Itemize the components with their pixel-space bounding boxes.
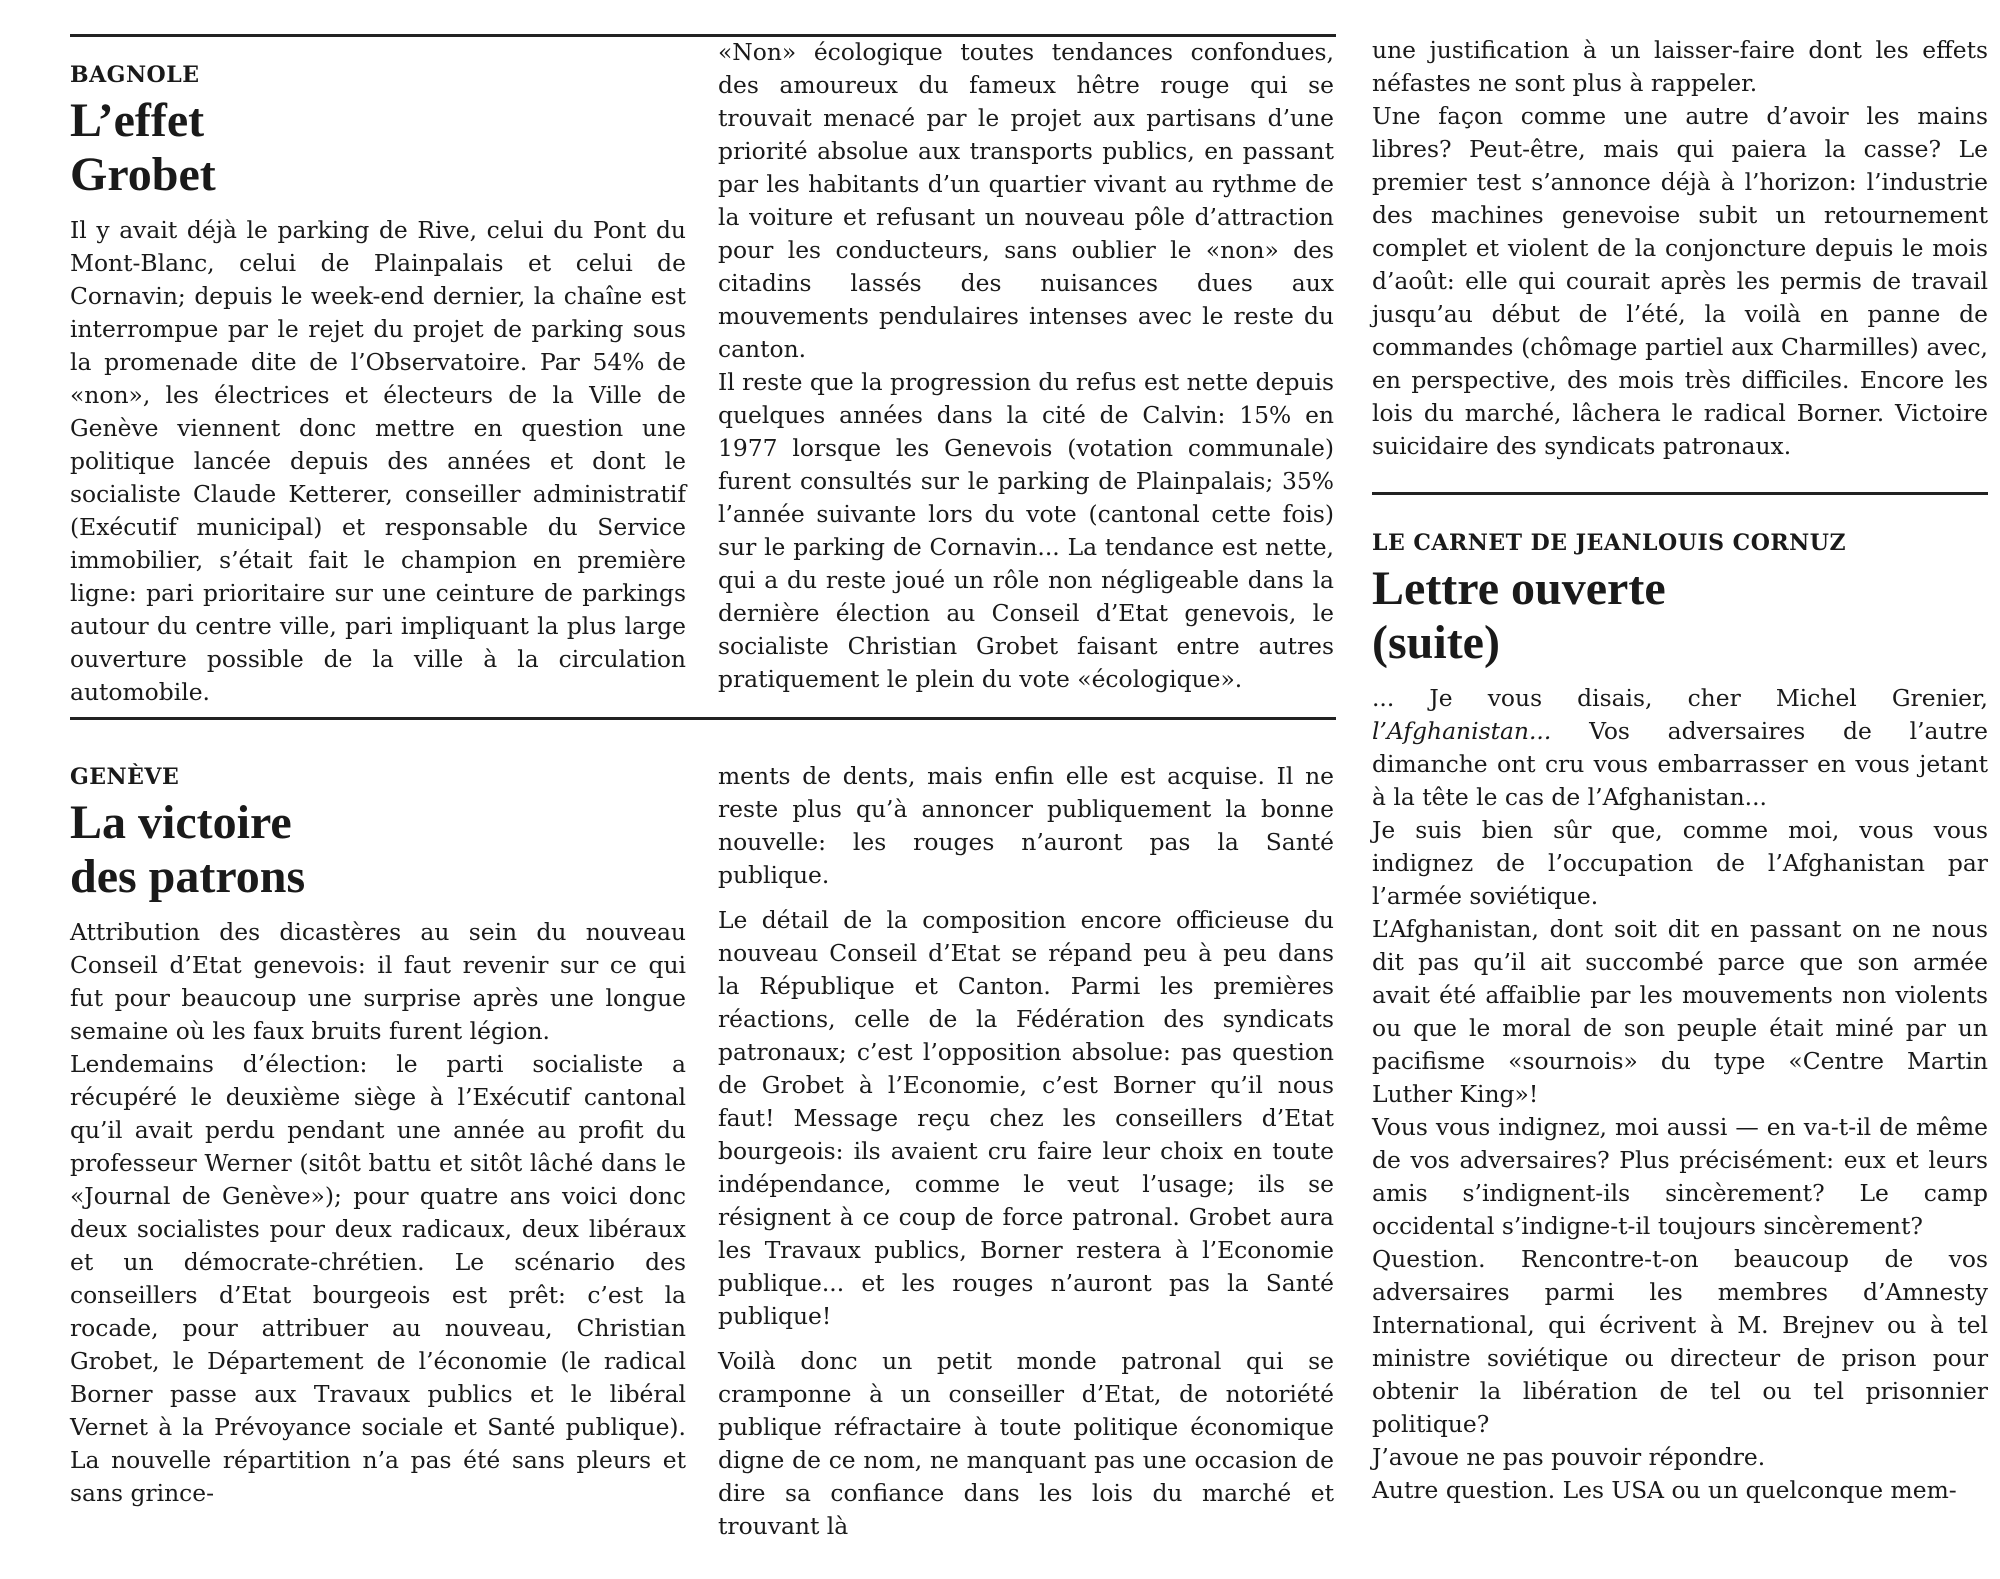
paragraph: Voilà donc un petit monde patronal qui se cramponne à un conseiller d’Etat, de notoriété publique réfractaire à toute politique économique digne de ce nom, ne manquant pas une occasion de dire sa confiance dans les lois du marché et trouvant là — [718, 1347, 1334, 1540]
paragraph: «Non» écologique toutes tendances confondues, des amoureux du fameux hêtre rouge qui se trouvait menacé par le projet aux partisans d’une priorité absolue aux transports publics, en passant par les habitants d’un quartier vivant au rythme de la voiture et refusant un nouveau pôle d’attraction pour les conducteurs, sans oublier le «non» des citadins lassés des nuisances dues aux mouvements pendulaires intenses avec le reste du canton. — [718, 38, 1334, 363]
paragraph: Le détail de la composition encore officieuse du nouveau Conseil d’Etat se répand peu à peu dans la République et Canton. Parmi les premières réactions, celle de la Fédération des syndicats patronaux; c’est l’opposition absolue: pas question de Grobet à l’Economie, c’est Borner qu’il nous faut! Message reçu chez les conseillers d’Etat bourgeois: ils avaient cru faire leur choix en toute indépendance, comme le veut l’usage; ils se résignent à ce coup de force patronal. Grobet aura les Travaux publics, Borner restera à l’Economie publique... et les rouges n’auront pas la Santé publique! — [718, 906, 1334, 1330]
paragraph: L’Afghanistan, dont soit dit en passant on ne nous dit pas qu’il ait succombé parce que son armée avait été affaiblie par les mouvements non violents ou que le moral de son peuple était miné par un pacifisme «sournois» du type «Centre Martin Luther King»! — [1372, 915, 1988, 1108]
headline-geneve — [70, 796, 686, 904]
paragraph: Attribution des dicastères au sein du nouveau Conseil d’Etat genevois: il faut revenir sur ce qui fut pour beaucoup une surprise après une longue semaine où les faux bruits furent légion. — [70, 918, 686, 1045]
article-geneve-col3 — [1372, 34, 1988, 463]
paragraph: Il y avait déjà le parking de Rive, celui du Pont du Mont-Blanc, celui de Plainpalais et celui de Cornavin; depuis le week-end dernier, la chaîne est interrompue par le rejet du projet de parking sous la promenade dite de l’Observatoire. Par 54% de «non», les électrices et électeurs de la Ville de Genève viennent donc mettre en question une politique lancée depuis des années et dont le socialiste Claude Ketterer, conseiller administratif (Exécutif municipal) et responsable du Service immobilier, s’était fait le champion en première ligne: pari prioritaire sur une ceinture de parkings autour du centre ville, pari impliquant la plus large ouverture possible de la ville à la circulation automobile. — [70, 216, 686, 706]
paragraph: Vous vous indignez, moi aussi — en va-t-il de même de vos adversaires? Plus précisément: eux et leurs amis s’indignent-ils sincèrement? Le camp occidental s’indigne-t-il toujours sincèrement? — [1372, 1113, 1988, 1240]
headline-geneve-line2: des patrons — [70, 850, 306, 903]
article-bagnole-col1 — [70, 62, 686, 709]
headline-carnet-line2: (suite) — [1372, 616, 1500, 669]
kicker-bagnole: BAGNOLE — [70, 62, 200, 88]
paragraph: une justification à un laisser-faire dont les effets néfastes ne sont plus à rappeler. — [1372, 36, 1988, 97]
article-carnet — [1372, 530, 1988, 1507]
paragraph-intro — [1372, 682, 1988, 814]
headline-bagnole — [70, 94, 686, 202]
paragraph: Une façon comme une autre d’avoir les mains libres? Peut-être, mais qui paiera la casse? Le premier test s’annonce déjà à l’horizon: l’industrie des machines genevoise subit un retournement complet et violent de la conjoncture depuis le mois d’août: elle qui courait après les permis de travail jusqu’au début de l’été, la voilà en panne de commandes (chômage partiel aux Charmilles) avec, en perspective, des mois très difficiles. Encore les lois du marché, lâchera le radical Borner. Victoire suicidaire des syndicats patronaux. — [1372, 102, 1988, 460]
paragraph: Lendemains d’élection: le parti socialiste a récupéré le deuxième siège à l’Exécutif cantonal qu’il avait perdu pendant une année au profit du professeur Werner (sitôt battu et sitôt lâché dans le «Journal de Genève»); pour quatre ans voici donc deux socialistes pour deux radicaux, deux libéraux et un démocrate-chrétien. Le scénario des conseillers d’Etat bourgeois est prêt: c’est la rocade, pour attribuer au nouveau, Christian Grobet, le Département de l’économie (le radical Borner passe aux Travaux publics et le libéral Vernet à la Prévoyance sociale et Santé publique). La nouvelle répartition n’a pas été sans pleurs et sans grince- — [70, 1050, 686, 1507]
headline-carnet-line1: Lettre ouverte — [1372, 562, 1666, 615]
headline-carnet — [1372, 562, 1988, 670]
headline-bagnole-line2: Grobet — [70, 148, 216, 201]
middle-rule-left — [70, 717, 1336, 720]
paragraph: Question. Rencontre-t-on beaucoup de vos adversaires parmi les membres d’Amnesty International, qui écrivent à M. Brejnev ou à tel ministre soviétique ou directeur de prison pour obtenir la libération de tel ou tel prisonnier politique? — [1372, 1245, 1988, 1438]
paragraph: J’avoue ne pas pouvoir répondre. — [1372, 1443, 1766, 1471]
intro-rest: Vos adversaires de l’autre dimanche ont cru vous embarrasser en vous jetant à la tête le cas de l’Afghanistan... — [1372, 717, 1988, 811]
rule-right-column — [1372, 492, 1988, 495]
paragraph: Autre question. Les USA ou un quelconque mem- — [1372, 1476, 1957, 1504]
kicker-carnet: LE CARNET DE JEANLOUIS CORNUZ — [1372, 530, 1846, 556]
kicker-geneve: GENÈVE — [70, 764, 180, 790]
paragraph: Je suis bien sûr que, comme moi, vous vous indignez de l’occupation de l’Afghanistan par l’armée soviétique. — [1372, 816, 1988, 910]
article-geneve-col2 — [718, 760, 1334, 1543]
paragraph: ments de dents, mais enfin elle est acquise. Il ne reste plus qu’à annoncer publiquement la bonne nouvelle: les rouges n’auront pas la Santé publique. — [718, 762, 1334, 889]
headline-geneve-line1: La victoire — [70, 796, 292, 849]
article-bagnole-col2 — [718, 36, 1334, 696]
headline-bagnole-line1: L’effet — [70, 94, 205, 147]
intro-italic: l’Afghanistan... — [1372, 717, 1552, 745]
article-geneve-col1 — [70, 764, 686, 1510]
paragraph: Il reste que la progression du refus est nette depuis quelques années dans la cité de Calvin: 15% en 1977 lorsque les Genevois (votation communale) furent consultés sur le parking de Plainpalais; 35% l’année suivante lors du vote (cantonal cette fois) sur le parking de Cornavin... La tendance est nette, qui a du reste joué un rôle non négligeable dans la dernière élection au Conseil d’Etat genevois, le socialiste Christian Grobet faisant entre autres pratiquement le plein du vote «écologique». — [718, 368, 1335, 693]
intro-plain: ... Je vous disais, cher Michel Grenier, — [1372, 684, 1988, 712]
